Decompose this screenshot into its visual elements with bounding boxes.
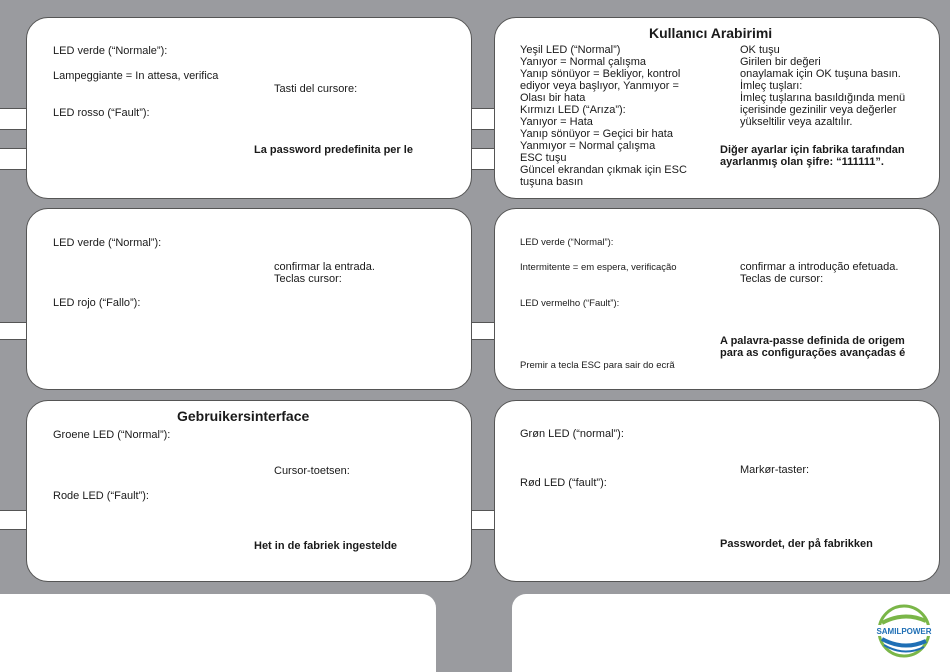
text-line: Yanıp sönüyor = Bekliyor, kontrol bbox=[520, 68, 681, 80]
led-red-label: LED vermelho (“Fault”): bbox=[520, 298, 620, 309]
text-line: Güncel ekrandan çıkmak için ESC bbox=[520, 164, 687, 176]
cursor-keys-label: Teclas de cursor: bbox=[740, 273, 824, 285]
text-line: Kırmızı LED (“Arıza”): bbox=[520, 104, 626, 116]
led-red-label: LED rosso (“Fault”): bbox=[53, 107, 150, 119]
led-green-label: LED verde (“Normal”): bbox=[520, 237, 614, 248]
card-tab bbox=[471, 510, 495, 530]
cursor-keys-label: Cursor-toetsen: bbox=[274, 465, 350, 477]
card-tab bbox=[471, 148, 495, 170]
led-red-label: Rød LED (“fault”): bbox=[520, 477, 607, 489]
blinking-label: Lampeggiante = In attesa, verifica bbox=[53, 70, 219, 82]
text-line: İmleç tuşları: bbox=[740, 80, 803, 92]
confirm-label: confirmar a introdução efetuada. bbox=[740, 261, 899, 273]
led-green-label: LED verde (“Normal”): bbox=[53, 237, 162, 249]
text-line: Olası bir hata bbox=[520, 92, 586, 104]
text-line: Yanıyor = Normal çalışma bbox=[520, 56, 647, 68]
turkish-left-column bbox=[520, 44, 687, 188]
led-red-label: LED rojo (“Fallo”): bbox=[53, 297, 141, 309]
led-green-label: Groene LED (“Normal”): bbox=[53, 429, 171, 441]
panel-title: Kullanıcı Arabirimi bbox=[649, 25, 773, 41]
text-line: İmleç tuşlarına basıldığında menü bbox=[740, 92, 906, 104]
led-red-label: Rode LED (“Fault”): bbox=[53, 490, 149, 502]
led-green-label: Grøn LED (“normal”): bbox=[520, 428, 624, 440]
cursor-keys-label: Tasti del cursore: bbox=[274, 83, 358, 95]
card-tab bbox=[471, 108, 495, 130]
blinking-label: Intermitente = em espera, verificação bbox=[520, 262, 677, 273]
confirm-label: confirmar la entrada. bbox=[274, 261, 375, 273]
text-line: tuşuna basın bbox=[520, 176, 583, 188]
samilpower-logo bbox=[872, 603, 936, 659]
password-label: Het in de fabriek ingestelde bbox=[254, 540, 398, 552]
text-line: içerisinde gezinilir veya değerler bbox=[740, 104, 897, 116]
password-label: ayarlanmış olan şifre: “111111”. bbox=[720, 156, 884, 168]
password-label: para as configurações avançadas é bbox=[720, 347, 906, 359]
password-label: La password predefinita per le bbox=[254, 144, 413, 156]
esc-label: Premir a tecla ESC para sair do ecrã bbox=[520, 360, 675, 371]
blank-sheet bbox=[0, 594, 436, 672]
text-line: yükseltilir veya azaltılır. bbox=[740, 116, 853, 128]
card-tab bbox=[0, 510, 26, 530]
panel-title: Gebruikersinterface bbox=[177, 408, 310, 424]
card-tab bbox=[0, 108, 26, 130]
text-line: onaylamak için OK tuşuna basın. bbox=[740, 68, 901, 80]
text-line: Girilen bir değeri bbox=[740, 56, 821, 68]
password-label: Diğer ayarlar için fabrika tarafından bbox=[720, 144, 905, 156]
password-label: A palavra-passe definida de origem bbox=[720, 335, 905, 347]
card-tab bbox=[0, 148, 26, 170]
text-line: Yanmıyor = Normal çalışma bbox=[520, 140, 656, 152]
led-green-label: LED verde (“Normale”): bbox=[53, 45, 168, 57]
turkish-right-column bbox=[740, 44, 905, 128]
card-tab bbox=[471, 322, 495, 340]
card-tab bbox=[0, 322, 26, 340]
text-line: Yeşil LED (“Normal”) bbox=[520, 44, 621, 56]
text-line: ediyor veya başlıyor, Yanmıyor = bbox=[520, 80, 679, 92]
text-line: Yanıyor = Hata bbox=[520, 116, 593, 128]
text-line: Yanıp sönüyor = Geçici bir hata bbox=[520, 128, 673, 140]
text-line: OK tuşu bbox=[740, 44, 780, 56]
cursor-keys-label: Teclas cursor: bbox=[274, 273, 342, 285]
svg-text:SAMILPOWER: SAMILPOWER bbox=[876, 627, 932, 636]
text-line: ESC tuşu bbox=[520, 152, 567, 164]
password-label: Passwordet, der på fabrikken bbox=[720, 538, 873, 550]
cursor-keys-label: Markør-taster: bbox=[740, 464, 810, 476]
